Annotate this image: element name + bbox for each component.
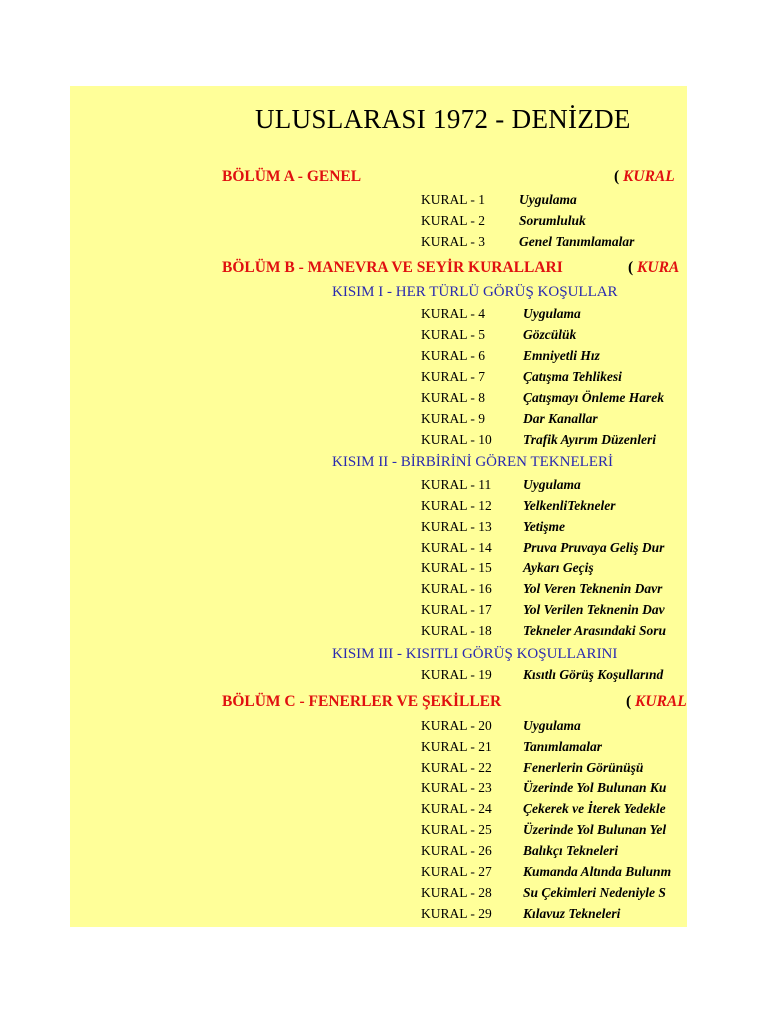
section-a-rule-range-label: KURAL [623, 168, 675, 185]
rule-name-10: Trafik Ayırım Düzenleri [523, 432, 657, 447]
rule-code-24: KURAL - 24 [421, 801, 492, 816]
rule-name-13: Yetişme [523, 519, 565, 534]
rule-name-26: Balıkçı Tekneleri [523, 843, 619, 858]
rule-name-19: Kısıtlı Görüş Koşullarınd [523, 667, 664, 682]
section-a-rule-range [614, 168, 675, 186]
rule-name-22: Fenerlerin Görünüşü [523, 760, 644, 775]
rule-name-24: Çekerek ve İterek Yedekle [523, 801, 666, 816]
rule-name-6: Emniyetli Hız [523, 348, 600, 363]
part-2-heading: KISIM II - BİRBİRİNİ GÖREN TEKNELERİ [332, 454, 613, 470]
rule-name-7: Çatışma Tehlikesi [523, 369, 622, 384]
rule-code-23: KURAL - 23 [421, 780, 492, 795]
rule-name-5: Gözcülük [523, 327, 577, 342]
rule-code-7: KURAL - 7 [421, 369, 485, 384]
section-a-rule-range-open: ( [614, 168, 624, 185]
rule-code-27: KURAL - 27 [421, 864, 492, 879]
part-3-heading: KISIM III - KISITLI GÖRÜŞ KOŞULLARINI [332, 646, 618, 662]
rule-name-16: Yol Veren Teknenin Davr [523, 581, 663, 596]
section-b-rule-range-open: ( [628, 259, 638, 276]
rule-code-22: KURAL - 22 [421, 760, 492, 775]
rule-code-8: KURAL - 8 [421, 390, 485, 405]
rule-code-25: KURAL - 25 [421, 822, 492, 837]
rule-name-4: Uygulama [523, 306, 581, 321]
rule-code-21: KURAL - 21 [421, 739, 492, 754]
rule-name-8: Çatışmayı Önleme Harek [523, 390, 664, 405]
rule-code-14: KURAL - 14 [421, 540, 492, 555]
rule-code-4: KURAL - 4 [421, 306, 485, 321]
rule-code-2: KURAL - 2 [421, 213, 485, 228]
section-c-rule-range-open: ( [626, 693, 636, 710]
rule-name-25: Üzerinde Yol Bulunan Yel [523, 822, 667, 837]
section-b-rule-range-label: KURA [637, 259, 680, 276]
rule-name-14: Pruva Pruvaya Geliş Dur [523, 540, 665, 555]
rule-code-29: KURAL - 29 [421, 906, 492, 921]
rule-name-3: Genel Tanımlamalar [519, 234, 635, 249]
rule-code-5: KURAL - 5 [421, 327, 485, 342]
rule-name-29: Kılavuz Tekneleri [523, 906, 621, 921]
rule-name-15: Aykarı Geçiş [523, 560, 594, 575]
rule-name-27: Kumanda Altında Bulunm [523, 864, 672, 879]
rule-name-17: Yol Verilen Teknenin Dav [523, 602, 665, 617]
rule-code-10: KURAL - 10 [421, 432, 492, 447]
document-page [70, 86, 687, 927]
rule-name-21: Tanımlamalar [523, 739, 603, 754]
rule-code-20: KURAL - 20 [421, 718, 492, 733]
rule-code-17: KURAL - 17 [421, 602, 492, 617]
rule-code-19: KURAL - 19 [421, 667, 492, 682]
rule-code-1: KURAL - 1 [421, 192, 485, 207]
rule-code-15: KURAL - 15 [421, 560, 492, 575]
rule-name-18: Tekneler Arasındaki Soru [523, 623, 667, 638]
rule-name-28: Su Çekimleri Nedeniyle S [523, 885, 666, 900]
rule-name-23: Üzerinde Yol Bulunan Ku [523, 780, 667, 795]
section-b-rule-range [628, 259, 679, 277]
page-title: ULUSLARASI 1972 - DENİZDE [255, 104, 631, 134]
rule-code-16: KURAL - 16 [421, 581, 492, 596]
rule-code-6: KURAL - 6 [421, 348, 485, 363]
rule-code-18: KURAL - 18 [421, 623, 492, 638]
section-c-rule-range-label: KURAL [635, 693, 687, 710]
rule-code-11: KURAL - 11 [421, 477, 492, 492]
rule-code-12: KURAL - 12 [421, 498, 492, 513]
section-c-heading: BÖLÜM C - FENERLER VE ŞEKİLLER [222, 693, 502, 710]
rule-name-11: Uygulama [523, 477, 581, 492]
section-a-heading: BÖLÜM A - GENEL [222, 168, 362, 185]
part-1-heading: KISIM I - HER TÜRLÜ GÖRÜŞ KOŞULLAR [332, 284, 618, 300]
rule-name-9: Dar Kanallar [523, 411, 598, 426]
rule-code-26: KURAL - 26 [421, 843, 492, 858]
section-c-rule-range [626, 693, 687, 711]
section-b-heading: BÖLÜM B - MANEVRA VE SEYİR KURALLARI [222, 259, 563, 276]
rule-name-1: Uygulama [519, 192, 577, 207]
rule-name-2: Sorumluluk [519, 213, 586, 228]
rule-name-20: Uygulama [523, 718, 581, 733]
rule-code-3: KURAL - 3 [421, 234, 485, 249]
rule-code-13: KURAL - 13 [421, 519, 492, 534]
rule-code-9: KURAL - 9 [421, 411, 485, 426]
rule-code-28: KURAL - 28 [421, 885, 492, 900]
rule-name-12: YelkenliTekneler [523, 498, 616, 513]
